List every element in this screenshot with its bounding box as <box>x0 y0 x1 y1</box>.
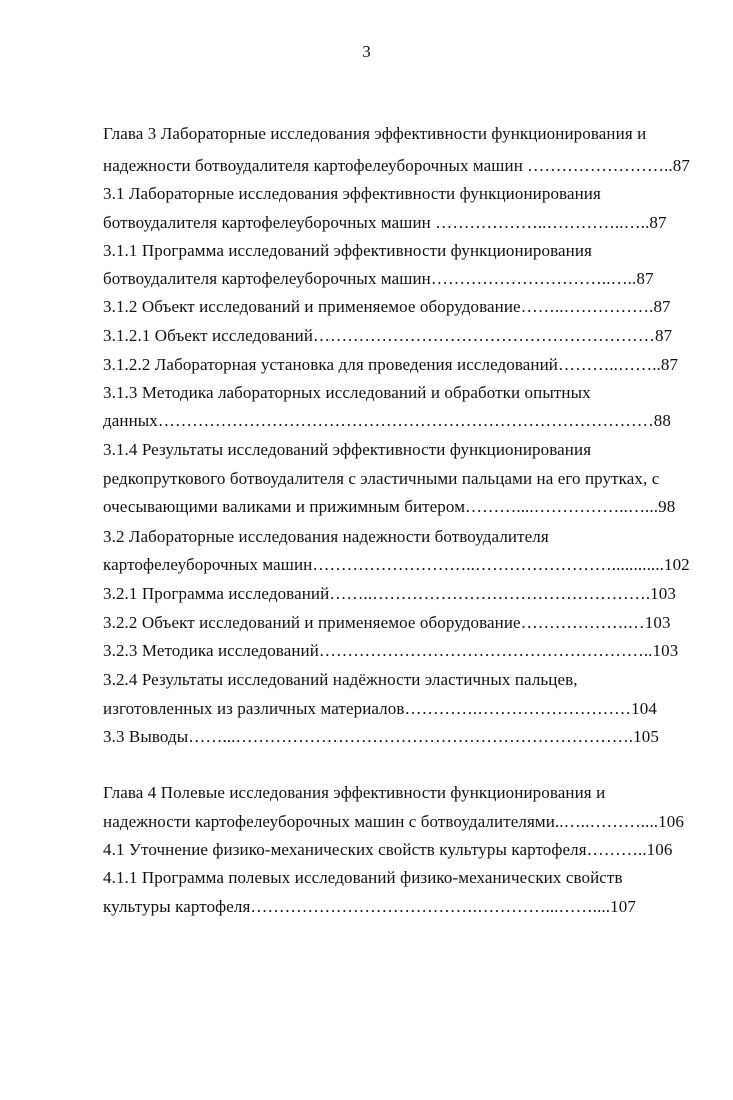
toc-line: 3.2.1 Программа исследований……..………………………………………….103 <box>103 584 676 603</box>
toc-line: надежности ботвоудалителя картофелеуборочных машин ……………………..87 <box>103 156 690 175</box>
toc-line: 3.2.2 Объект исследований и применяемое оборудование……………….…103 <box>103 613 671 632</box>
toc-line: культуры картофеля………………………………….…………...……....107 <box>103 897 636 916</box>
toc-line: 3.2.4 Результаты исследований надёжности эластичных пальцев, <box>103 670 578 689</box>
toc-line: редкопруткового ботвоудалителя с эластичными пальцами на его прутках, с <box>103 469 660 488</box>
toc-line: 3.2.3 Методика исследований…………………………………………………..103 <box>103 641 679 660</box>
toc-line: 3.1.2 Объект исследований и применяемое оборудование……..…………….87 <box>103 297 671 316</box>
page-number: 3 <box>362 42 371 61</box>
toc-line: 3.1.4 Результаты исследований эффективности функционирования <box>103 440 592 459</box>
toc-line: 3.1.3 Методика лабораторных исследований и обработки опытных <box>103 383 591 402</box>
toc-line: 3.1.2.2 Лабораторная установка для проведения исследований………..……..87 <box>103 355 679 374</box>
toc-line: очесывающими валиками и прижимным битером………....……………..…...98 <box>103 497 676 516</box>
toc-line: Глава 3 Лабораторные исследования эффективности функционирования и <box>103 124 647 143</box>
toc-line: ботвоудалителя картофелеуборочных машин ………………..…………..…..87 <box>103 213 667 232</box>
toc-line: ботвоудалителя картофелеуборочных машин…………………………..…..87 <box>103 269 654 288</box>
toc-line: 3.1 Лабораторные исследования эффективности функционирования <box>103 184 601 203</box>
toc-line: данных……………………………………………………………………………88 <box>103 411 672 430</box>
toc-line: надежности картофелеуборочных машин с ботвоудалителями..…..………....106 <box>103 812 684 831</box>
toc-line: 3.3 Выводы……...…………………………………………………………….105 <box>103 727 659 746</box>
toc-line: 4.1.1 Программа полевых исследований физико-механических свойств <box>103 868 623 887</box>
toc-line: 3.1.1 Программа исследований эффективности функционирования <box>103 241 592 260</box>
toc-line: изготовленных из различных материалов………….………………………104 <box>103 699 657 718</box>
toc-line: 3.1.2.1 Объект исследований……………………………………………………87 <box>103 326 673 345</box>
toc-line: 3.2 Лабораторные исследования надежности ботвоудалителя <box>103 527 549 546</box>
toc-line: 4.1 Уточнение физико-механических свойств культуры картофеля………..106 <box>103 840 673 859</box>
toc-line: Глава 4 Полевые исследования эффективности функционирования и <box>103 783 606 802</box>
toc-line: картофелеуборочных машин………………………..……………………............102 <box>103 555 690 574</box>
